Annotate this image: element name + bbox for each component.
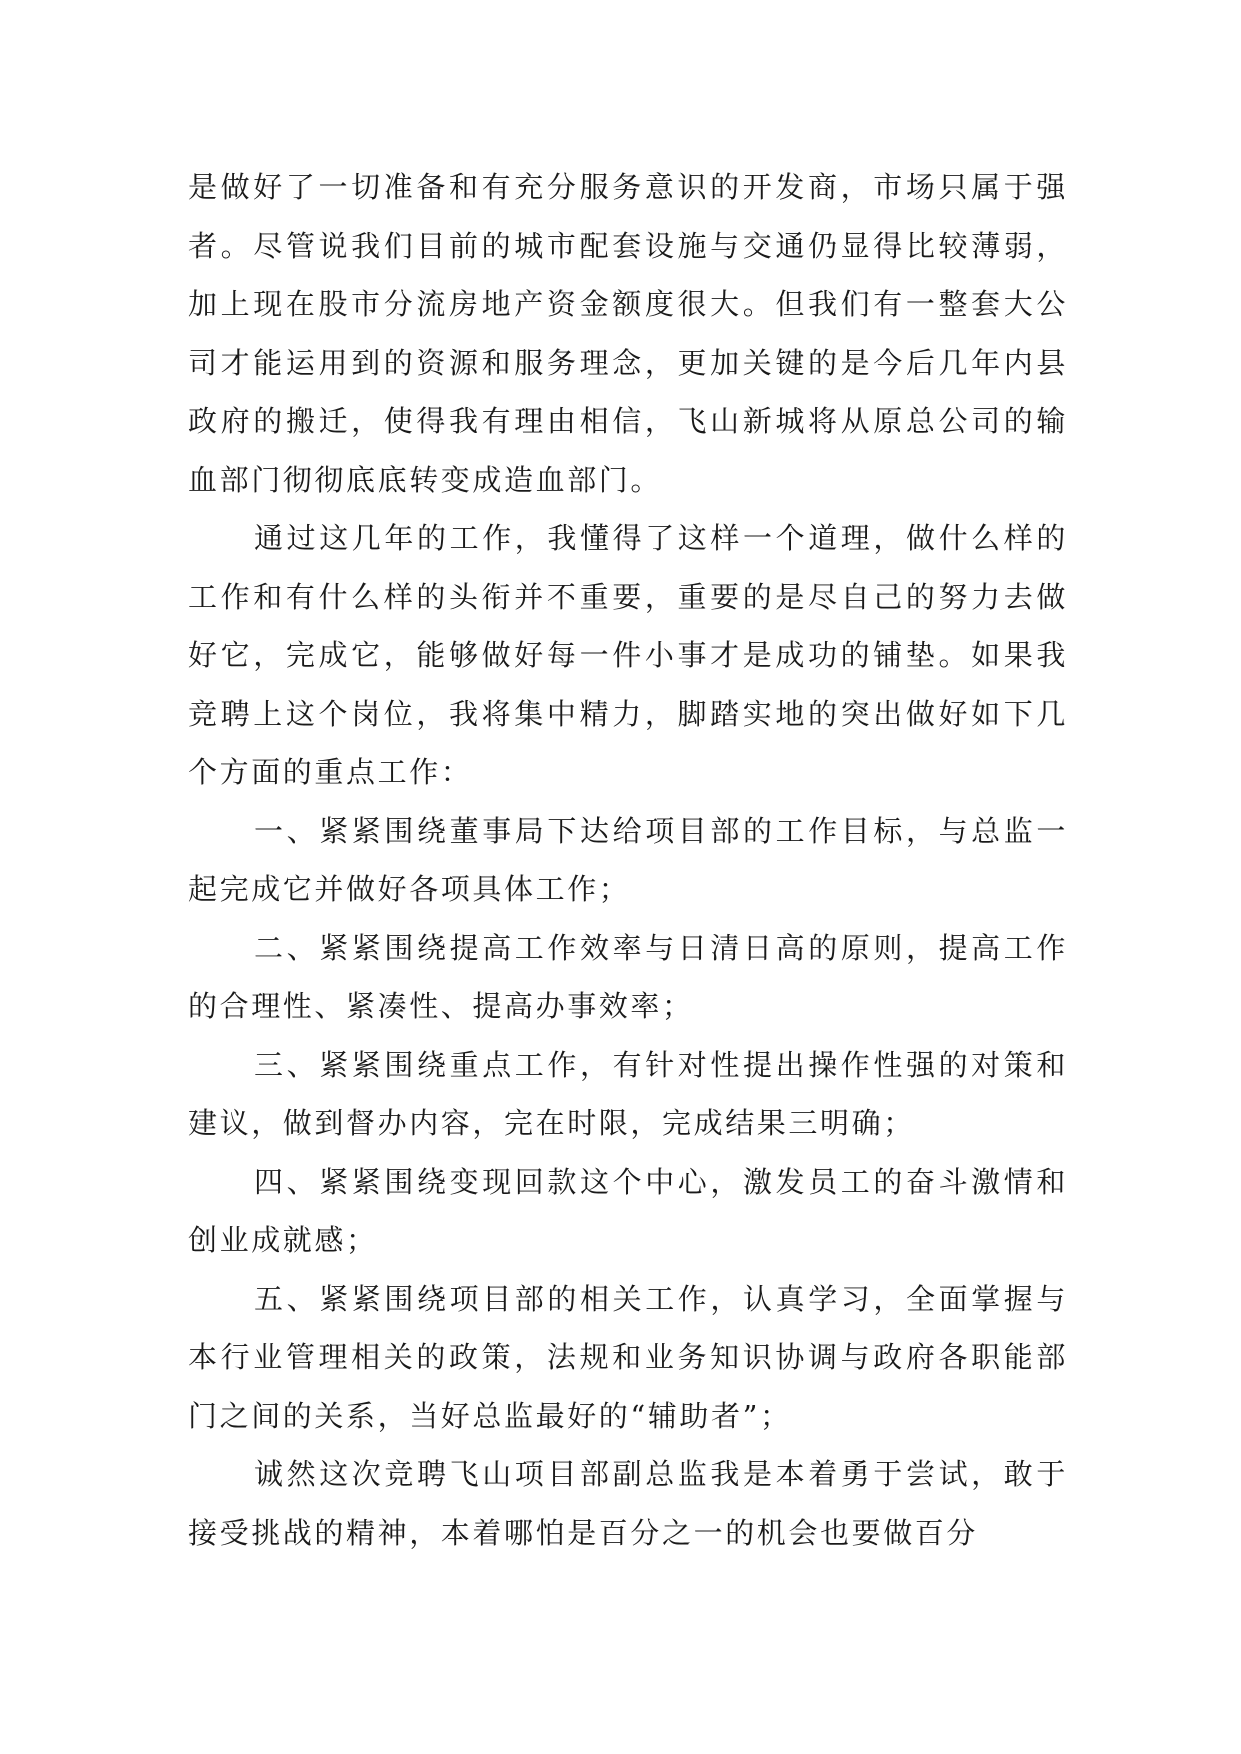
paragraph-7: 五、紧紧围绕项目部的相关工作，认真学习，全面掌握与本行业管理相关的政策，法规和业务知识协调与政府各职能部门之间的关系，当好总监最好的“辅助者”； <box>188 1281 1068 1433</box>
paragraph-1: 是做好了一切准备和有充分服务意识的开发商，市场只属于强者。尽管说我们目前的城市配套设施与交通仍显得比较薄弱，加上现在股市分流房地产资金额度很大。但我们有一整套大公司才能运用到的资源和服务理念，更加关键的是今后几年内县政府的搬迁，使得我有理由相信，飞山新城将从原总公司的输血部门彻彻底底转变成造血部门。 <box>188 170 1068 497</box>
paragraph-6: 四、紧紧围绕变现回款这个中心，激发员工的奋斗激情和创业成就感； <box>188 1164 1068 1257</box>
paragraph-2: 通过这几年的工作，我懂得了这样一个道理，做什么样的工作和有什么样的头衔并不重要，重要的是尽自己的努力去做好它，完成它，能够做好每一件小事才是成功的铺垫。如果我竞聘上这个岗位，我将集中精力，脚踏实地的突出做好如下几个方面的重点工作： <box>188 521 1068 789</box>
paragraph-8: 诚然这次竞聘飞山项目部副总监我是本着勇于尝试，敢于接受挑战的精神，本着哪怕是百分之一的机会也要做百分 <box>188 1457 1068 1550</box>
paragraph-5: 三、紧紧围绕重点工作，有针对性提出操作性强的对策和建议，做到督办内容，完在时限，完成结果三明确； <box>188 1047 1068 1140</box>
body-text <box>188 158 1068 1562</box>
paragraph-3: 一、紧紧围绕董事局下达给项目部的工作目标，与总监一起完成它并做好各项具体工作； <box>188 813 1068 906</box>
paragraph-4: 二、紧紧围绕提高工作效率与日清日高的原则，提高工作的合理性、紧凑性、提高办事效率； <box>188 930 1068 1023</box>
